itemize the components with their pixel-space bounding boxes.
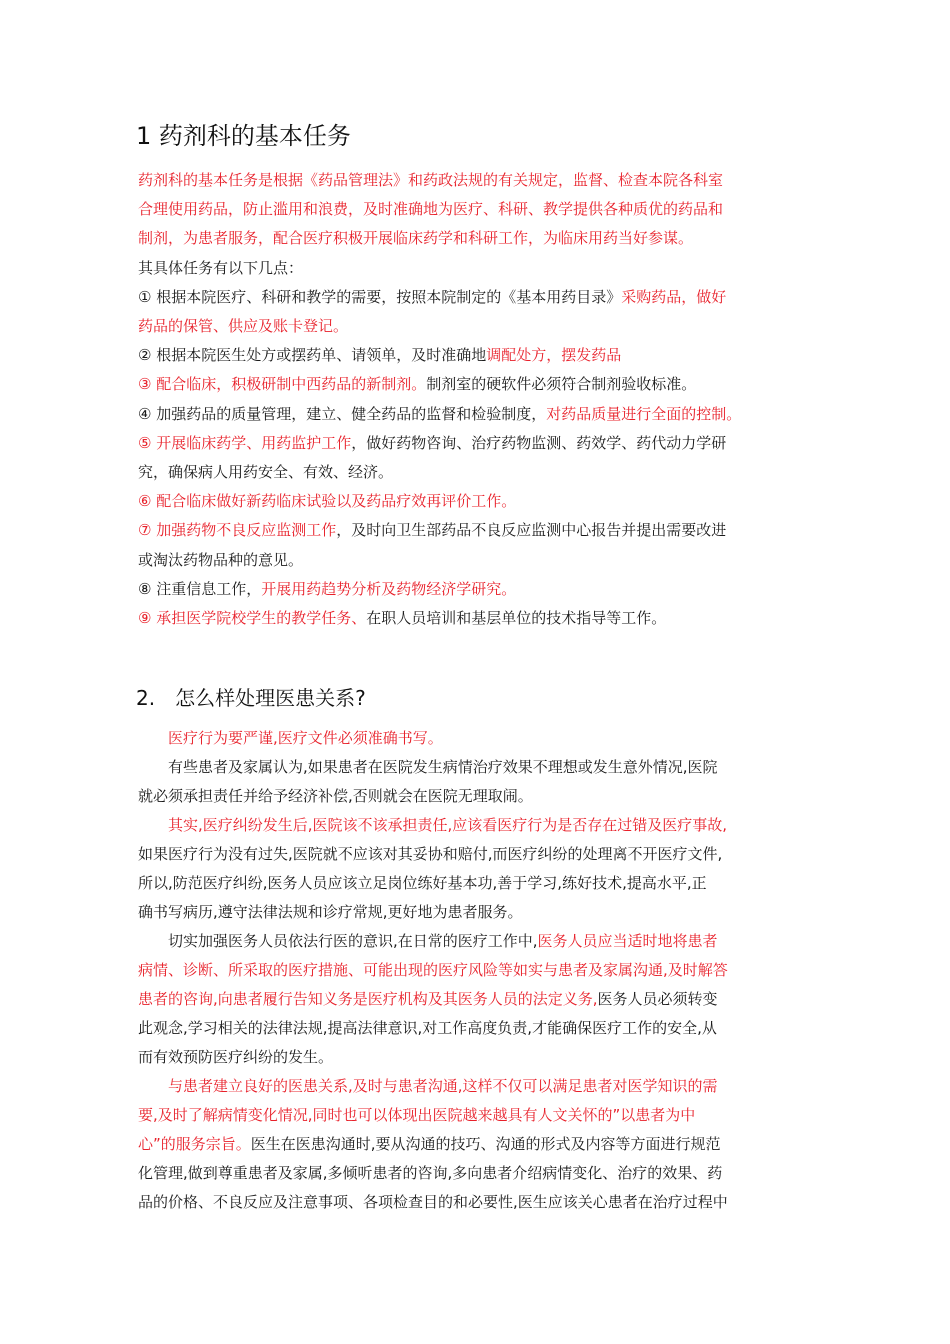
- highlighted-text: 制剂，为患者服务，配合医疗积极开展临床药学和科研工作，为临床用药当好参谋。: [138, 229, 694, 248]
- highlighted-text: ⑤ 开展临床药学、用药监护工作: [138, 433, 352, 452]
- body-text: 或淘汰药物品种的意见。: [138, 550, 304, 569]
- highlighted-text: 医务人员应当适时地将患者: [537, 932, 718, 950]
- body-text: ⑧ 注重信息工作，: [138, 579, 262, 598]
- body-text: 所以,防范医疗纠纷,医务人员应该立足岗位练好基本功,善于学习,练好技术,提高水平,正: [138, 874, 707, 892]
- highlighted-text: 与患者建立良好的医患关系,及时与患者沟通,这样不仅可以满足患者对医学知识的需: [138, 1077, 718, 1095]
- text-line: [138, 728, 443, 748]
- text-line: [138, 960, 728, 980]
- body-text: ，做好药物咨询、治疗药物监测、药效学、药代动力学研: [351, 433, 727, 452]
- body-text: 而有效预防医疗纠纷的发生。: [138, 1048, 334, 1066]
- text-line: [138, 287, 726, 307]
- text-line: [138, 170, 723, 190]
- highlighted-text: 合理使用药品，防止滥用和浪费，及时准确地为医疗、科研、教学提供各种质优的药品和: [138, 200, 724, 219]
- text-line: [138, 1163, 722, 1183]
- body-text: 究，确保病人用药安全、有效、经济。: [138, 463, 394, 481]
- text-line: [138, 1134, 721, 1154]
- highlighted-text: 对药品质量进行全面的控制。: [546, 404, 742, 423]
- body-text: 医生在医患沟通时,要从沟通的技巧、沟通的形式及内容等方面进行规范: [250, 1135, 721, 1153]
- highlighted-text: 其实,医疗纠纷发生后,医院该不该承担责任,应该看医疗行为是否存在过错及医疗事故,: [138, 816, 728, 834]
- highlighted-text: 病情、诊断、所采取的医疗措施、可能出现的医疗风险等如实与患者及家属沟通,及时解答: [138, 961, 728, 979]
- text-line: [138, 757, 718, 777]
- text-line: [138, 520, 726, 540]
- body-text: 品的价格、不良反应及注意事项、各项检查目的和必要性,医生应该关心患者在治疗过程中: [138, 1193, 728, 1211]
- text-line: [138, 462, 393, 482]
- text-line: [138, 258, 303, 278]
- highlighted-text: 要,及时了解病情变化情况,同时也可以体现出医院越来越具有人文关怀的”以患者为中: [138, 1106, 696, 1124]
- highlighted-text: 患者的咨询,向患者履行告知义务是医疗机构及其医务人员的法定义务,: [138, 990, 598, 1008]
- highlighted-text: ⑥ 配合临床做好新药临床试验以及药品疗效再评价工作。: [138, 492, 517, 511]
- text-line: [138, 579, 516, 599]
- body-text: 此观念,学习相关的法律法规,提高法律意识,对工作高度负责,才能确保医疗工作的安全,从: [138, 1019, 717, 1037]
- body-text: 如果医疗行为没有过失,医院就不应该对其妥协和赔付,而医疗纠纷的处理离不开医疗文件,: [138, 845, 723, 863]
- text-line: [138, 1076, 718, 1096]
- text-line: [138, 316, 348, 336]
- section-2-heading: 2. 怎么样处理医患关系?: [136, 686, 366, 710]
- body-text: 其具体任务有以下几点：: [138, 258, 304, 277]
- text-line: [138, 550, 303, 570]
- highlighted-text: 药品的保管、供应及账卡登记。: [138, 317, 349, 335]
- text-line: [138, 404, 741, 424]
- body-text: 医务人员必须转变: [597, 990, 718, 1008]
- highlighted-text: ⑨ 承担医学院校学生的教学任务、: [138, 609, 367, 627]
- body-text: ④ 加强药品的质量管理，建立、健全药品的监督和检验制度，: [138, 404, 547, 423]
- highlighted-text: 采购药品，做好: [621, 287, 727, 306]
- body-text: 制剂室的硬软件必须符合制剂验收标准。: [426, 375, 697, 394]
- text-line: [138, 199, 723, 219]
- body-text: 有些患者及家属认为,如果患者在医院发生病情治疗效果不理想或发生意外情况,医院: [138, 758, 718, 776]
- highlighted-text: 心”的服务宗旨。: [138, 1135, 251, 1153]
- body-text: 化管理,做到尊重患者及家属,多倾听患者的咨询,多向患者介绍病情变化、治疗的效果、药: [138, 1164, 723, 1182]
- text-line: [138, 989, 718, 1009]
- body-text: ② 根据本院医生处方或摆药单、请领单，及时准确地: [138, 346, 487, 365]
- text-line: [138, 1105, 695, 1125]
- text-line: [138, 374, 696, 394]
- body-text: ① 根据本院医疗、科研和教学的需要，按照本院制定的《基本用药目录》: [138, 287, 622, 306]
- text-line: [138, 228, 693, 248]
- text-line: [138, 1047, 333, 1067]
- body-text: 切实加强医务人员依法行医的意识,在日常的医疗工作中,: [138, 932, 538, 950]
- highlighted-text: 药剂科的基本任务是根据《药品管理法》和药政法规的有关规定，监督、检查本院各科室: [138, 171, 724, 189]
- text-line: [138, 1192, 728, 1212]
- highlighted-text: ③ 配合临床，积极研制中西药品的新制剂。: [138, 375, 427, 394]
- body-text: ，及时向卫生部药品不良反应监测中心报告并提出需要改进: [336, 521, 727, 540]
- section-1-heading: 1 药剂科的基本任务: [136, 122, 351, 150]
- text-line: [138, 786, 533, 806]
- text-line: [138, 931, 718, 951]
- highlighted-text: 开展用药趋势分析及药物经济学研究。: [261, 579, 517, 598]
- body-text: 就必须承担责任并给予经济补偿,否则就会在医院无理取闹。: [138, 787, 533, 805]
- text-line: [138, 608, 666, 628]
- highlighted-text: ⑦ 加强药物不良反应监测工作: [138, 521, 337, 540]
- text-line: [138, 873, 707, 893]
- body-text: 在职人员培训和基层单位的技术指导等工作。: [366, 609, 667, 627]
- text-line: [138, 345, 621, 365]
- text-line: [138, 1018, 717, 1038]
- text-line: [138, 844, 722, 864]
- body-text: 确书写病历,遵守法律法规和诊疗常规,更好地为患者服务。: [138, 903, 523, 921]
- highlighted-text: 医疗行为要严谨,医疗文件必须准确书写。: [138, 729, 443, 747]
- text-line: [138, 433, 726, 453]
- text-line: [138, 491, 516, 511]
- text-line: [138, 815, 727, 835]
- text-line: [138, 902, 523, 922]
- highlighted-text: 调配处方，摆发药品: [486, 346, 622, 365]
